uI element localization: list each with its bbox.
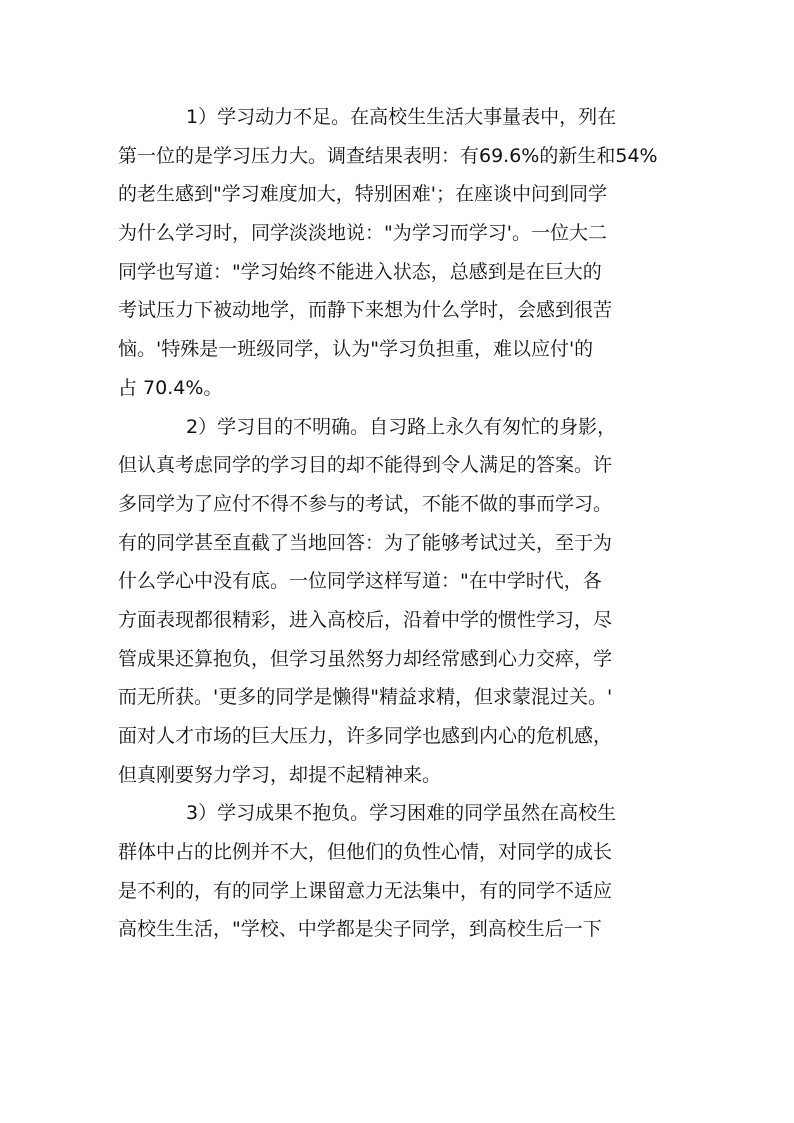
paragraph-2-line-1: 2）学习目的不明确。自习路上永久有匆忙的身影， bbox=[186, 415, 617, 438]
paragraph-2-line-3: 多同学为了应付不得不参与的考试，不能不做的事而学习。 bbox=[118, 492, 613, 515]
body-text bbox=[118, 98, 678, 949]
paragraph-1-line-6: 考试压力下被动地学，而静下来想为什么学时，会感到很苦 bbox=[118, 299, 613, 322]
paragraph-1-line-2: 第一位的是学习压力大。调查结果表明：有69.6%的新生和54% bbox=[118, 144, 658, 167]
paragraph-2-line-7: 管成果还算抱负，但学习虽然努力却经常感到心力交瘁，学 bbox=[118, 647, 613, 670]
paragraph-2-line-5: 什么学心中没有底。一位同学这样写道："在中学时代，各 bbox=[118, 570, 602, 593]
paragraph-1-line-4: 为什么学习时，同学淡淡地说："为学习而学习'。一位大二 bbox=[118, 222, 607, 245]
paragraph-3-line-2: 群体中占的比例并不大，但他们的负性心情，对同学的成长 bbox=[118, 841, 613, 864]
paragraph-1-line-7: 恼。'特殊是一班级同学，认为"学习负担重，难以应付'的 bbox=[118, 338, 594, 361]
paragraph-1-line-3: 的老生感到"学习难度加大，特别困难'；在座谈中问到同学 bbox=[118, 183, 607, 206]
paragraph-3-line-1: 3）学习成果不抱负。学习困难的同学虽然在高校生 bbox=[186, 802, 617, 825]
paragraph-3-line-3: 是不利的，有的同学上课留意力无法集中，有的同学不适应 bbox=[118, 879, 613, 902]
paragraph-3-line-4: 高校生生活，"学校、中学都是尖子同学，到高校生后一下 bbox=[118, 918, 602, 941]
paragraph-2-line-9: 面对人才市场的巨大压力，许多同学也感到内心的危机感， bbox=[118, 725, 613, 747]
paragraph-2-line-4: 有的同学甚至直截了当地回答：为了能够考试过关，至于为 bbox=[118, 531, 613, 554]
paragraph-1-line-5: 同学也写道："学习始终不能进入状态，总感到是在巨大的 bbox=[118, 260, 602, 283]
paragraph-1-line-1: 1）学习动力不足。在高校生生活大事量表中，列在 bbox=[186, 106, 617, 128]
paragraph-2-line-8: 而无所获。'更多的同学是懒得"精益求精，但求蒙混过关。' bbox=[118, 686, 613, 709]
paragraph-2-line-10: 但真刚要努力学习，却提不起精神来。 bbox=[118, 763, 442, 786]
paragraph-2-line-2: 但认真考虑同学的学习目的却不能得到令人满足的答案。许 bbox=[118, 454, 613, 477]
paragraph-2-line-6: 方面表现都很精彩，进入高校后，沿着中学的惯性学习，尽 bbox=[118, 608, 613, 631]
paragraph-1-line-8: 占 70.4%。 bbox=[118, 376, 223, 399]
